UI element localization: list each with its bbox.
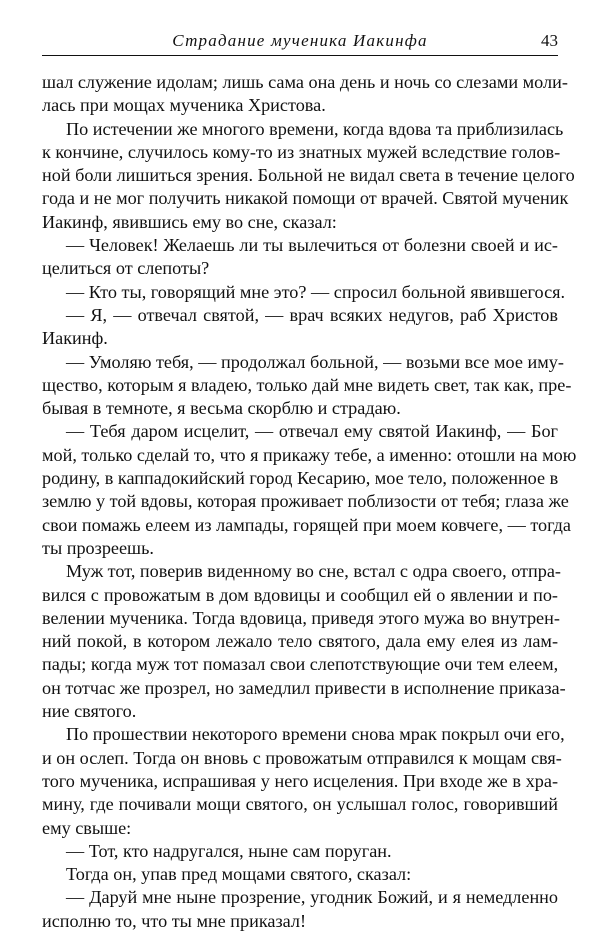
text-line: пады; когда муж тот помазал свои слепотствующие очи тем елеем, — [42, 654, 559, 675]
text-line: и он ослеп. Тогда он вновь с провожатым отправился к мощам свя- — [42, 747, 562, 768]
text-line: года и не мог получить никакой помощи от врачей. Святой мученик — [42, 188, 569, 209]
text-line: По прошествии некоторого времени снова мрак покрыл очи его, — [66, 724, 565, 745]
text-line: По истечении же многого времени, когда вдова та приблизилась — [66, 118, 564, 139]
text-line: ему свыше: — [42, 817, 132, 838]
text-line: велении мученика. Тогда вдовица, приведя этого мужа во внутрен- — [42, 607, 560, 628]
text-line: вился с провожатым в дом вдовицы и сообщил ей о явлении и по- — [42, 584, 558, 605]
text-line: землю у той вдовы, которая проживает поблизости от тебя; глаза же — [42, 491, 569, 512]
text-line: — Умоляю тебя, — продолжал больной, — возьми все мое иму- — [66, 351, 564, 372]
header-rule — [42, 55, 558, 56]
text-line: мой, только сделай то, что я прикажу тебе, а именно: отошли на мою — [42, 444, 577, 465]
running-title: Страдание мученика Иакинфа — [172, 31, 428, 50]
text-line: — Тебя даром исцелит, — отвечал ему святой Иакинф, — Бог — [66, 421, 558, 442]
text-line: исполню то, что ты мне приказал! — [42, 910, 307, 931]
text-line: шал служение идолам; лишь сама она день и ночь со слезами моли- — [42, 72, 568, 92]
text-line: — Я, — отвечал святой, — врач всяких недугов, раб Христов — [66, 304, 558, 325]
text-line: ты прозреешь. — [42, 537, 154, 558]
text-line: щество, которым я владею, только дай мне видеть свет, так как, пре- — [42, 374, 572, 395]
text-line: того мученика, испрашивая у него исцеления. При входе же в хра- — [42, 770, 558, 791]
text-line: Муж тот, поверив виденному во сне, встал с одра своего, отпра- — [66, 561, 561, 582]
body-text — [42, 71, 577, 933]
text-line: — Тот, кто надругался, ныне сам поруган. — [66, 840, 392, 861]
text-line: он тотчас же прозрел, но замедлил привести в исполнение приказа- — [42, 677, 566, 698]
text-line: — Человек! Желаешь ли ты вылечиться от болезни своей и ис- — [66, 235, 558, 256]
text-line: — Кто ты, говорящий мне это? — спросил больной явившегося. — [66, 281, 566, 302]
text-line: ний покой, в котором лежало тело святого, дала ему елея из лам- — [42, 631, 558, 652]
text-line: Иакинф, явившись ему во сне, сказал: — [42, 211, 337, 232]
text-line: мину, где почивали мощи святого, он услышал голос, говоривший — [42, 794, 558, 815]
text-line: бывая в темноте, я весьма скорблю и страдаю. — [42, 398, 401, 419]
running-header — [42, 30, 558, 52]
text-line: родину, в каппадокийский город Кесарию, мое тело, положенное в — [42, 468, 559, 489]
text-line: к кончине, случилось кому-то из знатных мужей вследствие голов- — [42, 141, 561, 162]
text-line: ние святого. — [42, 701, 137, 722]
text-line: ной боли лишиться зрения. Больной не видал света в течение целого — [42, 165, 575, 186]
text-line: свои помажь елеем из лампады, горящей при моем ковчеге, — тогда — [42, 514, 571, 535]
page-number: 43 — [541, 31, 558, 50]
text-line: — Даруй мне ныне прозрение, угодник Божий, и я немедленно — [66, 887, 558, 908]
text-line: Иакинф. — [42, 328, 108, 349]
text-line: Тогда он, упав пред мощами святого, сказал: — [66, 864, 412, 885]
text-line: целиться от слепоты? — [42, 258, 210, 279]
text-line: лась при мощах мученика Христова. — [42, 95, 326, 116]
